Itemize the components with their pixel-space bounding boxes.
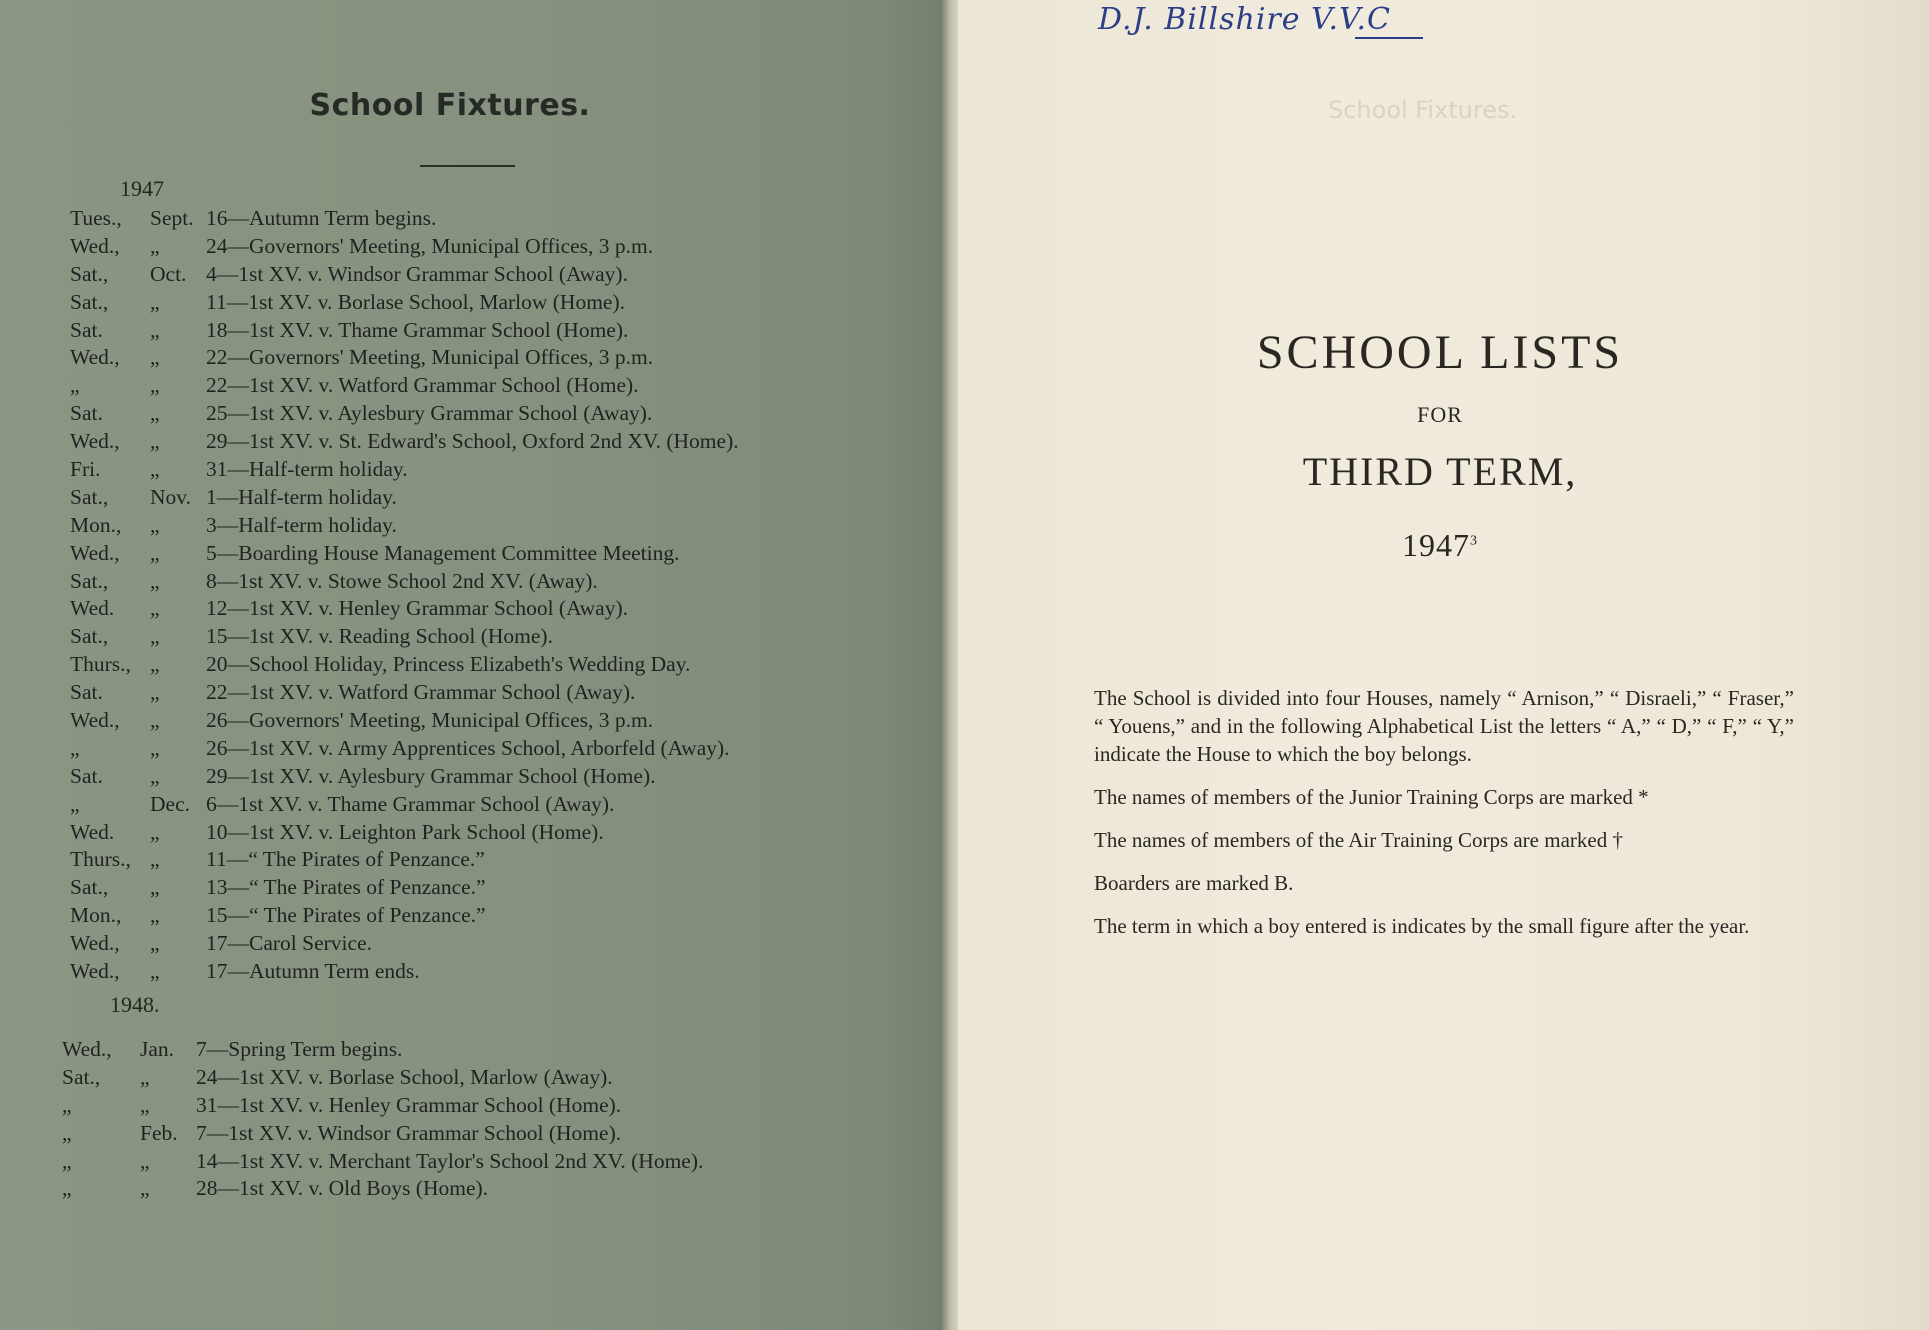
fixture-day: Wed., <box>70 429 120 454</box>
fixture-row <box>0 372 900 400</box>
fixture-event: 28—1st XV. v. Old Boys (Home). <box>196 1176 489 1201</box>
fixture-event: 1—Half-term holiday. <box>206 484 397 509</box>
fixture-row <box>0 512 900 540</box>
fixture-month: „ <box>150 289 160 314</box>
fixture-day: „ <box>70 791 80 816</box>
fixture-month: „ <box>150 875 160 900</box>
fixture-event: 5—Boarding House Management Committee Meeting. <box>206 540 680 565</box>
title-divider <box>420 165 515 167</box>
fixture-month: Feb. <box>140 1120 178 1145</box>
fixture-day: Thurs., <box>70 652 131 677</box>
fixture-event: 29—1st XV. v. St. Edward's School, Oxford 2nd XV. (Home). <box>206 429 739 454</box>
signature-underline <box>1355 37 1423 39</box>
fixture-event: 20—School Holiday, Princess Elizabeth's Wedding Day. <box>206 652 691 677</box>
fixture-row <box>0 428 900 456</box>
fixture-row <box>0 930 900 958</box>
fixture-row <box>0 763 900 791</box>
fixture-row <box>0 707 900 735</box>
fixture-month: „ <box>140 1176 150 1201</box>
fixture-row <box>0 205 900 233</box>
fixture-day: „ <box>70 373 80 398</box>
year-label-1947: 1947 <box>120 176 164 201</box>
fixture-row <box>0 735 900 763</box>
left-page <box>0 0 950 1330</box>
fixture-row <box>0 874 900 902</box>
fixture-row <box>0 902 900 930</box>
fixtures-list-1947 <box>0 205 900 986</box>
fixture-month: „ <box>140 1092 150 1117</box>
fixture-month: „ <box>150 680 160 705</box>
fixture-month: Jan. <box>140 1037 175 1061</box>
fixture-event: 26—Governors' Meeting, Municipal Offices, 3 p.m. <box>206 708 654 733</box>
fixture-event: 22—Governors' Meeting, Municipal Offices, 3 p.m. <box>206 345 654 370</box>
fixture-month: „ <box>150 429 160 454</box>
fixture-event: 8—1st XV. v. Stowe School 2nd XV. (Away). <box>206 568 598 593</box>
fixture-month: „ <box>150 903 160 928</box>
fixture-event: 31—Half-term holiday. <box>206 457 408 482</box>
fixture-month: „ <box>150 959 160 984</box>
fixture-month: „ <box>150 819 160 844</box>
fixture-day: „ <box>62 1120 72 1145</box>
fixture-day: Wed., <box>70 959 120 984</box>
fixture-month: „ <box>150 652 160 677</box>
fixture-row <box>0 540 900 568</box>
fixture-row <box>0 623 900 651</box>
fixture-day: Sat., <box>70 484 109 509</box>
fixture-event: 14—1st XV. v. Merchant Taylor's School 2nd XV. (Home). <box>196 1148 704 1173</box>
fixture-row <box>0 484 900 512</box>
fixture-month: „ <box>150 457 160 482</box>
fixture-day: Sat. <box>70 680 103 705</box>
fixture-event: 3—Half-term holiday. <box>206 512 397 537</box>
fixture-day: Mon., <box>70 512 122 537</box>
fixture-month: Oct. <box>150 261 187 286</box>
fixture-day: Wed., <box>70 931 120 956</box>
fixture-day: Thurs., <box>70 847 131 872</box>
fixture-row <box>0 651 900 679</box>
page-title: SCHOOL LISTS <box>1256 326 1624 379</box>
fixture-row <box>0 400 900 428</box>
fixture-month: „ <box>150 596 160 621</box>
fixture-row <box>0 289 900 317</box>
fixture-row <box>0 233 900 261</box>
fixture-event: 29—1st XV. v. Aylesbury Grammar School (Home). <box>206 763 656 788</box>
fixture-event: 17—Carol Service. <box>206 931 372 956</box>
fixture-day: Sat., <box>70 875 109 900</box>
fixture-day: Fri. <box>70 457 101 482</box>
fixtures-list-1948 <box>0 1036 900 1203</box>
fixture-event: 22—1st XV. v. Watford Grammar School (Home). <box>206 373 639 398</box>
fixture-event: 15—1st XV. v. Reading School (Home). <box>206 624 553 649</box>
fixture-month: „ <box>150 708 160 733</box>
fixture-event: 6—1st XV. v. Thame Grammar School (Away). <box>206 791 615 816</box>
note-boarders: Boarders are marked B. <box>1094 871 1294 895</box>
fixture-month: „ <box>150 401 160 426</box>
fixture-month: „ <box>150 540 160 565</box>
fixture-day: Wed. <box>70 596 115 621</box>
fixture-day: „ <box>70 735 80 760</box>
fixture-day: Sat. <box>70 401 103 426</box>
fixture-event: 25—1st XV. v. Aylesbury Grammar School (Away). <box>206 401 653 426</box>
fixture-month: „ <box>150 624 160 649</box>
fixture-day: Wed., <box>62 1037 112 1061</box>
fixture-day: Sat. <box>70 317 103 342</box>
fixture-event: 7—Spring Term begins. <box>196 1037 403 1061</box>
fixture-day: Sat., <box>70 624 109 649</box>
for-label: FOR <box>1417 402 1463 427</box>
fixture-event: 24—1st XV. v. Borlase School, Marlow (Away). <box>196 1064 613 1089</box>
fixture-event: 24—Governors' Meeting, Municipal Offices, 3 p.m. <box>206 233 654 258</box>
fixture-event: 11—1st XV. v. Borlase School, Marlow (Home). <box>206 289 626 314</box>
fixture-day: Wed. <box>70 819 115 844</box>
fixture-month: Dec. <box>150 791 190 816</box>
fixture-month: „ <box>140 1064 150 1089</box>
note-air-training-corps: The names of members of the Air Training Corps are marked † <box>1094 828 1623 852</box>
fixture-event: 4—1st XV. v. Windsor Grammar School (Away). <box>206 261 628 286</box>
fixture-row <box>0 568 900 596</box>
fixture-month: „ <box>150 373 160 398</box>
fixture-event: 15—“ The Pirates of Penzance.” <box>206 903 486 928</box>
fixture-event: 22—1st XV. v. Watford Grammar School (Away). <box>206 680 636 705</box>
note-houses: The School is divided into four Houses, namely “ Arnison,” “ Disraeli,” “ Fraser,” “ Youens,” and in the following Alphabetical List the letters “ A,” “ D,” “ F,” “ Y,” indicate the House to which the boy belongs. <box>1094 686 1794 766</box>
fixture-month: „ <box>150 847 160 872</box>
fixture-day: Sat., <box>70 289 109 314</box>
fixture-day: Tues., <box>70 206 122 230</box>
fixture-day: Sat., <box>70 261 109 286</box>
fixture-day: Wed., <box>70 345 120 370</box>
year-label-1948: 1948. <box>110 992 160 1017</box>
note-junior-training-corps: The names of members of the Junior Training Corps are marked * <box>1094 785 1649 809</box>
fixture-day: „ <box>62 1148 72 1173</box>
fixture-event: 18—1st XV. v. Thame Grammar School (Home). <box>206 317 629 342</box>
fixture-day: Sat. <box>70 763 103 788</box>
fixture-day: Sat., <box>70 568 109 593</box>
fixture-month: „ <box>140 1148 150 1173</box>
fixture-event: 13—“ The Pirates of Penzance.” <box>206 875 486 900</box>
fixture-row <box>0 1092 900 1120</box>
fixture-event: 26—1st XV. v. Army Apprentices School, Arborfeld (Away). <box>206 735 730 760</box>
fixture-month: „ <box>150 763 160 788</box>
fixture-event: 10—1st XV. v. Leighton Park School (Home). <box>206 819 604 844</box>
handwritten-signature: D.J. Billshire V.V.C <box>1098 2 1391 37</box>
fixtures-title: School Fixtures. <box>309 88 591 123</box>
fixture-row <box>0 261 900 289</box>
term-title: THIRD TERM, <box>1302 449 1578 494</box>
fixture-row <box>0 344 900 372</box>
year-value: 1947 <box>1402 527 1470 563</box>
fixture-month: „ <box>150 233 160 258</box>
fixture-day: Mon., <box>70 903 122 928</box>
fixture-row <box>0 456 900 484</box>
fixture-month: „ <box>150 735 160 760</box>
fixture-event: 11—“ The Pirates of Penzance.” <box>206 847 485 872</box>
fixture-row <box>0 958 900 986</box>
note-entry-term: The term in which a boy entered is indicates by the small figure after the year. <box>1094 914 1750 938</box>
fixture-row <box>0 846 900 874</box>
fixture-row <box>0 595 900 623</box>
fixture-row <box>0 1120 900 1148</box>
fixture-row <box>0 819 900 847</box>
fixture-row <box>0 317 900 345</box>
fixture-day: Wed., <box>70 708 120 733</box>
fixture-month: „ <box>150 568 160 593</box>
fixture-month: Sept. <box>150 206 194 230</box>
fixture-day: Sat., <box>62 1064 101 1089</box>
fixture-month: „ <box>150 931 160 956</box>
bleed-through-text: School Fixtures. <box>1328 96 1518 124</box>
fixture-day: „ <box>62 1092 72 1117</box>
fixture-month: „ <box>150 317 160 342</box>
fixture-month: „ <box>150 345 160 370</box>
right-page <box>958 0 1929 1330</box>
year-title <box>1340 527 1540 564</box>
fixture-event: 12—1st XV. v. Henley Grammar School (Away). <box>206 596 628 621</box>
fixture-row <box>0 791 900 819</box>
fixture-month: Nov. <box>150 484 192 509</box>
year-term-superscript: 3 <box>1470 533 1478 549</box>
notes-section <box>1094 684 1794 955</box>
fixture-row <box>0 1064 900 1092</box>
fixture-event: 7—1st XV. v. Windsor Grammar School (Home). <box>196 1120 622 1145</box>
fixture-row <box>0 1175 900 1203</box>
fixture-event: 17—Autumn Term ends. <box>206 959 420 984</box>
fixture-event: 16—Autumn Term begins. <box>206 206 437 230</box>
fixture-event: 31—1st XV. v. Henley Grammar School (Home). <box>196 1092 622 1117</box>
fixture-row <box>0 1036 900 1064</box>
fixture-day: „ <box>62 1176 72 1201</box>
fixture-day: Wed., <box>70 233 120 258</box>
fixture-row <box>0 679 900 707</box>
fixture-row <box>0 1148 900 1176</box>
fixture-month: „ <box>150 512 160 537</box>
fixture-day: Wed., <box>70 540 120 565</box>
